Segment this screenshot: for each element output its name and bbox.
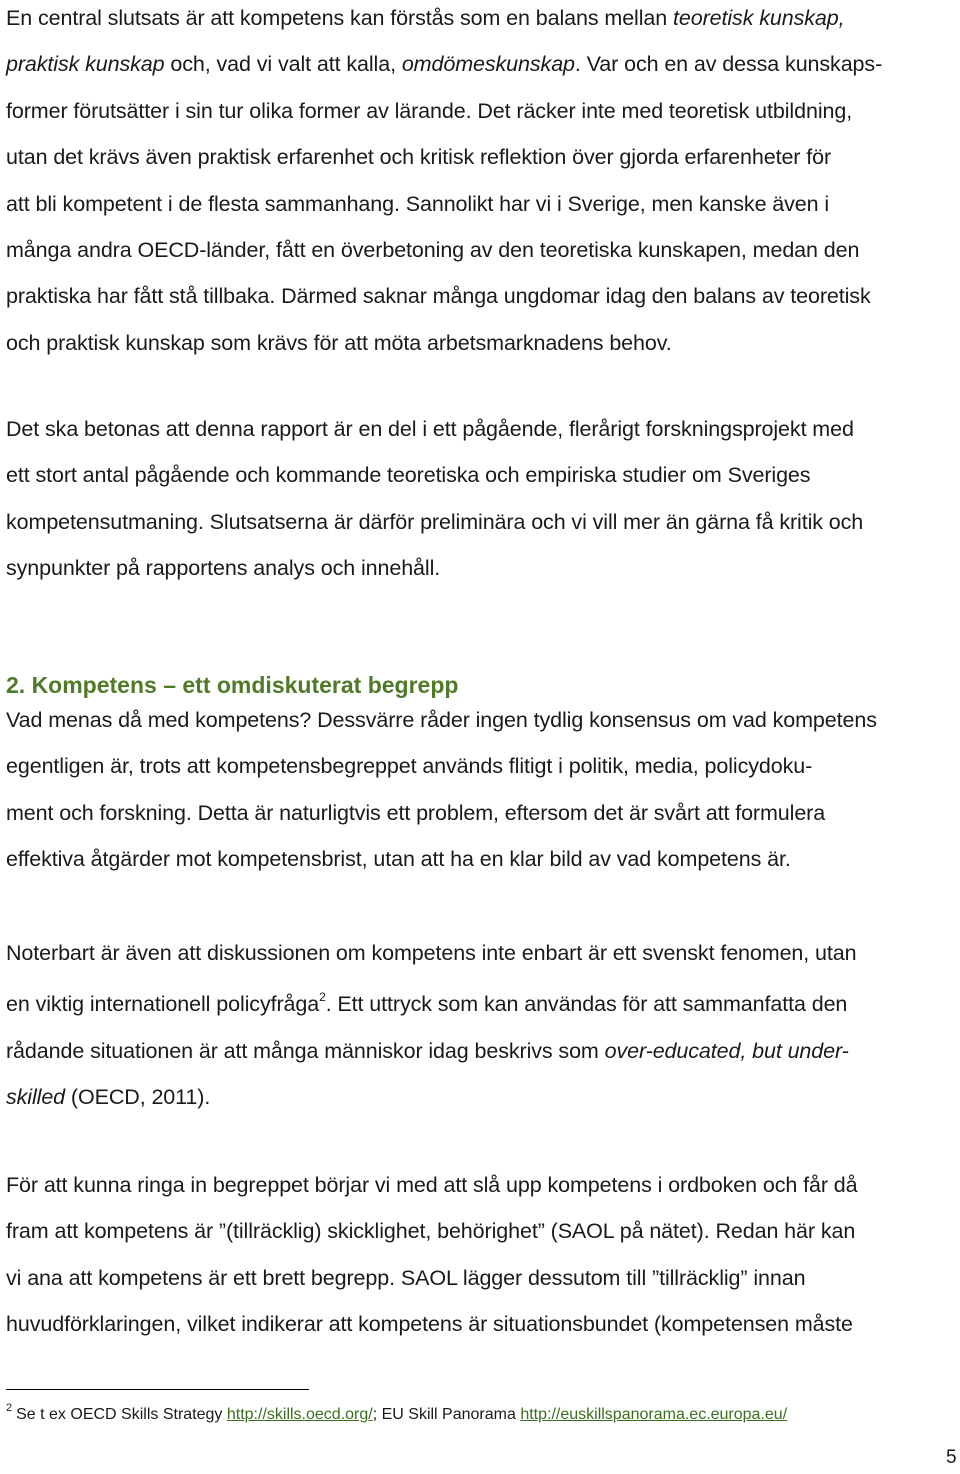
text-line: synpunkter på rapportens analys och innehåll. (6, 556, 441, 581)
text-line: huvudförklaringen, vilket indikerar att kompetens är situationsbundet (kompetensen måste (6, 1312, 853, 1337)
paragraph-conclusion (6, 0, 956, 366)
text-line: och praktisk kunskap som krävs för att möta arbetsmarknadens behov. (6, 330, 672, 355)
text-line: praktisk kunskap och, vad vi valt att kalla, omdömeskunskap. Var och en av dessa kunskaps- (6, 52, 883, 77)
paragraph-international (6, 930, 956, 1121)
text-line: kompetensutmaning. Slutsatserna är därför preliminära och vi vill mer än gärna få kritik och (6, 509, 864, 534)
paragraph-report-note (6, 406, 956, 592)
text-line: Noterbart är även att diskussionen om kompetens inte enbart är ett svenskt fenomen, utan (6, 941, 857, 965)
text-line: praktiska har fått stå tillbaka. Därmed saknar många ungdomar idag den balans av teoretisk (6, 284, 871, 309)
text-line: Vad menas då med kompetens? Dessvärre råder ingen tydlig konsensus om vad kompetens (6, 708, 877, 732)
skills-oecd-link[interactable]: http://skills.oecd.org/ (226, 1406, 373, 1423)
text-line: För att kunna ringa in begreppet börjar vi med att slå upp kompetens i ordboken och får då (6, 1173, 858, 1197)
text-line: rådande situationen är att många människor idag beskrivs som over-educated, but under- (6, 1038, 849, 1063)
text-line: utan det krävs även praktisk erfarenhet och kritisk reflektion över gjorda erfarenheter för (6, 145, 832, 170)
text-line: vi ana att kompetens är ett brett begrepp. SAOL lägger dessutom till ”tillräcklig” innan (6, 1265, 806, 1290)
text-line: många andra OECD-länder, fått en överbetoning av den teoretiska kunskapen, medan den (6, 238, 860, 263)
text-line: fram att kompetens är ”(tillräcklig) skicklighet, behörighet” (SAOL på nätet). Redan här kan (6, 1219, 856, 1244)
text-line: egentligen är, trots att kompetensbegreppet används flitigt i politik, media, policydoku- (6, 754, 813, 779)
text-line: en viktig internationell policyfråga$^2$. Ett uttryck som kan användas för att sammanfatta den (6, 990, 848, 1017)
paragraph-definition-question (6, 697, 956, 883)
euskillspanorama-link[interactable]: http://euskillspanorama.ec.europa.eu/ (520, 1406, 788, 1423)
footnote: $^2$ Se t ex OECD Skills Strategy http://skills.oecd.org/; EU Skill Panorama http://euskillspanorama.ec.europa.eu/ (6, 1402, 788, 1423)
paragraph-dictionary (6, 1162, 956, 1348)
text-line: att bli kompetent i de flesta sammanhang. Sannolikt har vi i Sverige, men kanske även i (6, 191, 830, 216)
text-line: En central slutsats är att kompetens kan förstås som en balans mellan teoretisk kunskap, (6, 6, 845, 30)
text-line: ment och forskning. Detta är naturligtvis ett problem, eftersom det är svårt att formulera (6, 800, 826, 825)
text-line: skilled (OECD, 2011). (6, 1085, 211, 1110)
text-line: former förutsätter i sin tur olika former av lärande. Det räcker inte med teoretisk utbildning, (6, 98, 853, 123)
footnote-divider (6, 1389, 309, 1390)
footnote-reference[interactable]: 2 (319, 990, 326, 1005)
page-number: 5 (946, 1447, 957, 1468)
text-line: Det ska betonas att denna rapport är en del i ett pågående, flerårigt forskningsprojekt med (6, 417, 854, 441)
text-line: effektiva åtgärder mot kompetensbrist, utan att ha en klar bild av vad kompetens är. (6, 847, 791, 872)
section-heading: 2. Kompetens – ett omdiskuterat begrepp (6, 672, 459, 698)
text-line: ett stort antal pågående och kommande teoretiska och empiriska studier om Sveriges (6, 463, 811, 488)
footnote-mark: 2 (6, 1402, 13, 1414)
